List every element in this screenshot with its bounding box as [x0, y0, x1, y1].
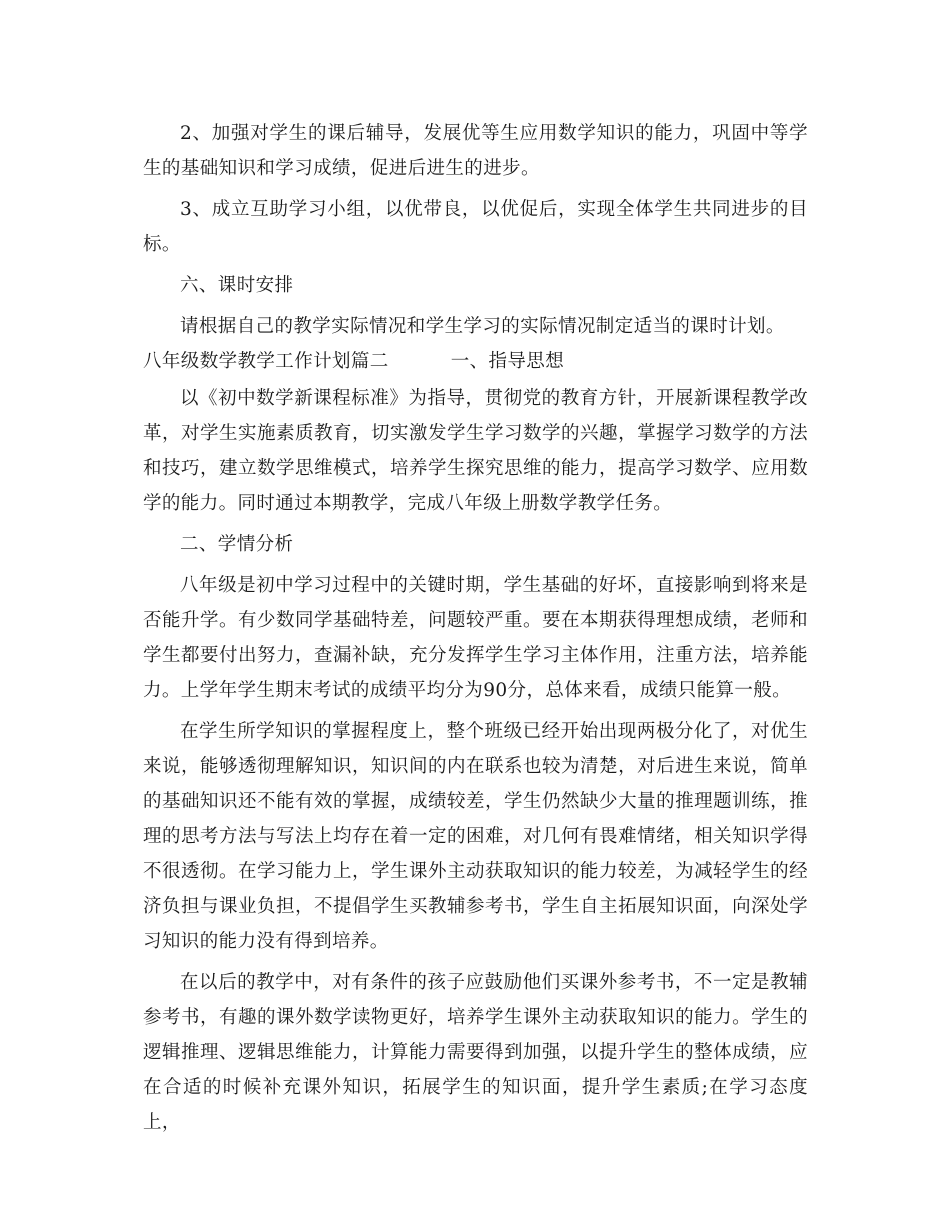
paragraph-guiding-ideology: 以《初中数学新课程标准》为指导，贯彻党的教育方针，开展新课程教学改革，对学生实施素质教育，切实激发学生学习数学的兴趣，掌握学习数学的方法和技巧，建立数学思维模式，培养学生探究思维的能力，提高学习数学、应用数学的能力。同时通过本期教学，完成八年级上册数学教学任务。: [143, 388, 808, 514]
paragraph-future-teaching: 在以后的教学中，对有条件的孩子应鼓励他们买课外参考书，不一定是教辅参考书，有趣的课外数学读物更好，培养学生课外主动获取知识的能力。学生的逻辑推理、逻辑思维能力，计算能力需要得到加强，以提升学生的整体成绩，应在合适的时候补充课外知识，拓展学生的知识面，提升学生素质;在学习态度上，: [143, 972, 808, 1133]
paragraph-schedule-note: 请根据自己的教学实际情况和学生学习的实际情况制定适当的课时计划。: [180, 316, 785, 337]
heading-class-schedule: 六、课时安排: [180, 275, 294, 296]
paragraph-study-groups: 3、成立互助学习小组，以优带良，以优促后，实现全体学生共同进步的目标。: [143, 199, 808, 255]
heading-guiding-ideology: 一、指导思想: [450, 351, 565, 372]
paragraph-knowledge-mastery: 在学生所学知识的掌握程度上，整个班级已经开始出现两极分化了，对优生来说，能够透彻理解知识，知识间的内在联系也较为清楚，对后进生来说，简单的基础知识还不能有效的掌握，成绩较差，学生仍然缺少大量的推理题训练，推理的思考方法与写法上均存在着一定的困难，对几何有畏难情绪，相关知识学得不很透彻。在学习能力上，学生课外主动获取知识的能力较差，为减轻学生的经济负担与课业负担，不提倡学生买教辅参考书，学生自主拓展知识面，向深处学习知识的能力没有得到培养。: [143, 721, 808, 952]
plan-two-title: 八年级数学教学工作计划篇二: [143, 351, 389, 372]
heading-learning-analysis: 二、学情分析: [180, 534, 294, 555]
document-body: [143, 116, 808, 1140]
paragraph-tutoring: 2、加强对学生的课后辅导，发展优等生应用数学知识的能力，巩固中等学生的基础知识和学习成绩，促进后进生的进步。: [143, 123, 808, 179]
paragraph-grade-eight: 八年级是初中学习过程中的关键时期，学生基础的好坏，直接影响到将来是否能升学。有少数同学基础特差，问题较严重。要在本期获得理想成绩，老师和学生都要付出努力，查漏补缺，充分发挥学生学习主体作用，注重方法，培养能力。上学年学生期末考试的成绩平均分为90分，总体来看，成绩只能算一般。: [143, 575, 808, 701]
section-title-plan-two: [143, 344, 808, 379]
